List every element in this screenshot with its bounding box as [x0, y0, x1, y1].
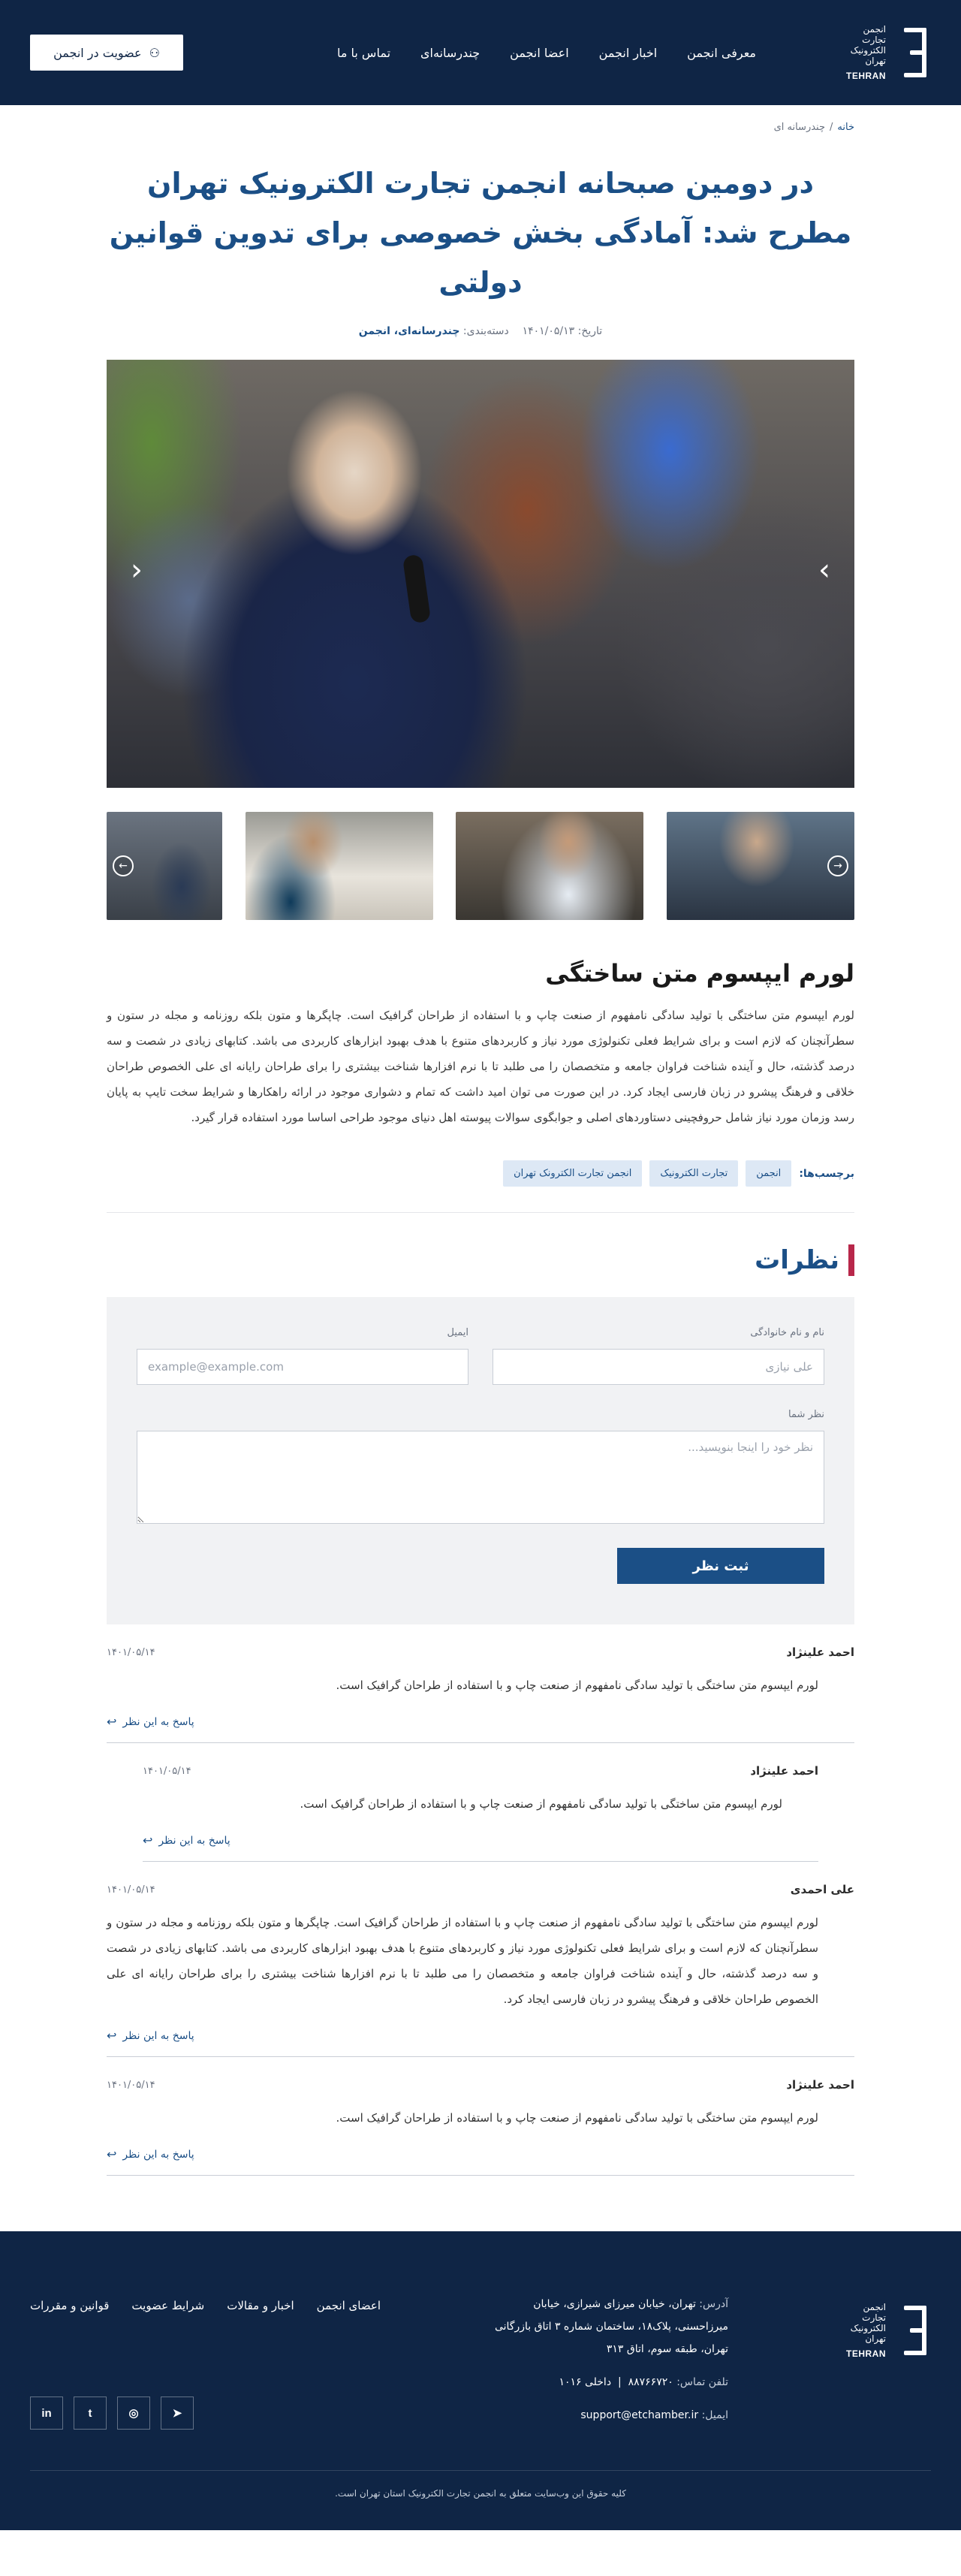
article-date: ۱۴۰۱/۰۵/۱۳ [522, 325, 575, 337]
footer-divider [30, 2470, 931, 2471]
address-label: آدرس: [699, 2298, 728, 2310]
thumbnail-strip [107, 812, 854, 920]
telegram-icon[interactable]: ➤ [161, 2397, 194, 2430]
logo-text [846, 2302, 886, 2359]
main-content [107, 105, 854, 2176]
footer-link-members[interactable]: اعضای انجمن [316, 2299, 381, 2312]
footer-phone: تلفن تماس: ۸۸۷۶۶۷۲۰ | داخلی ۱۰۱۶ [559, 2376, 728, 2388]
thumbnail[interactable] [107, 812, 222, 920]
logo-line-3: الکترونیک [850, 2323, 886, 2333]
comment-item [107, 2057, 854, 2176]
comment-author: احمد علینژاد [750, 1764, 818, 1778]
article-category[interactable]: چندرسانه‌ای، انجمن [358, 325, 460, 337]
category-label: دسته‌بندی: [462, 325, 509, 337]
logo-line-2: تجارت [862, 35, 886, 45]
logo-line-1: انجمن [863, 24, 886, 35]
comment-item [107, 1624, 854, 1743]
comment-author: علی احمدی [790, 1883, 854, 1896]
footer-link-rules[interactable]: قوانین و مقررات [30, 2299, 110, 2312]
breadcrumb-current: چندرسانه ای [773, 122, 826, 133]
logo-line-1: انجمن [863, 2302, 886, 2312]
title-accent-bar [848, 1244, 854, 1276]
logo-mark-icon [896, 25, 931, 80]
reply-link[interactable] [107, 2029, 854, 2043]
thumbnail[interactable] [246, 812, 433, 920]
join-button-label: عضویت در انجمن [53, 45, 142, 60]
tag[interactable]: انجمن [746, 1160, 791, 1187]
email-label: ایمیل: [701, 2409, 728, 2421]
comment-text: لورم ایپسوم متن ساختگی با تولید سادگی نامفهوم از صنعت چاپ و با استفاده از طراحان گرافیک است. چاپگرها و متون بلکه روزنامه و مجله در ستون و سطرآنچنان که لازم است و برای شرایط فعلی تکنولوژی مورد نیاز و کاربردهای متنوع با هدف بهبود ابزارهای کاربردی می باشد. کتابهای زیادی در شصت و سه درصد گذشته، حال و آینده شناخت فراوان جامعه و متخصصان را می طلبد تا با نرم افزارها شناخت بیشتری را برای طراحان رایانه ای علی الخصوص طراحان خلاقی و فرهنگ پیشرو در زبان فارسی ایجاد کرد. [107, 1916, 818, 2006]
tags [107, 1160, 854, 1213]
logo-line-en: TEHRAN [846, 2348, 886, 2359]
instagram-icon[interactable]: ◎ [117, 2397, 150, 2430]
address-text: تهران، خیابان میرزای شیرازی، خیابان میرزاحسنی، پلاک۱۸، ساختمان شماره ۳ اتاق بازرگانی تهران، طبقه سوم، اتاق ۳۱۳ [494, 2298, 728, 2355]
comment-text: لورم ایپسوم متن ساختگی با تولید سادگی نامفهوم از صنعت چاپ و با استفاده از طراحان گرافیک است. [300, 1797, 782, 1811]
logo-text [846, 24, 886, 81]
nav-news[interactable]: اخبار انجمن [598, 45, 658, 60]
name-field-group [493, 1327, 824, 1385]
user-add-icon: ⚇ [149, 45, 160, 60]
reply-link[interactable] [143, 1833, 818, 1848]
social-links [30, 2397, 194, 2430]
comment-date: ۱۴۰۱/۰۵/۱۴ [107, 1884, 155, 1896]
hero-next-arrow-icon[interactable]: › [818, 553, 830, 587]
article-body: لورم ایپسوم متن ساختگی با تولید سادگی نامفهوم از صنعت چاپ و با استفاده از طراحان گرافیک است. چاپگرها و متون بلکه روزنامه و مجله در ستون و سطرآنچنان که لازم است و برای شرایط فعلی تکنولوژی مورد نیاز و کاربردهای متنوع با هدف بهبود ابزارهای کاربردی می باشد. کتابهای زیادی در شصت و سه درصد گذشته، حال و آینده شناخت فراوان جامعه و متخصصان را می طلبد تا با نرم افزارها شناخت بیشتری را برای طراحان رایانه ای علی الخصوص طراحان خلاقی و فرهنگ پیشرو در زبان فارسی ایجاد کرد. در این صورت می توان امید داشت که تمام و دشواری موجود در ارائه راهکارها و شرایط سخت تایپ به پایان رسد وزمان مورد نیاز شامل حروفچینی دستاوردهای اصلی و جوابگوی سوالات پیوسته اهل دنیای موجود طراحی اساسا مورد استفاده قرار گیرد. [107, 1009, 854, 1124]
comments-list [107, 1624, 854, 2176]
hero-prev-arrow-icon[interactable]: ‹ [131, 553, 143, 587]
logo-mark-icon [896, 2303, 931, 2358]
submit-comment-button[interactable]: ثبت نظر [617, 1548, 824, 1584]
breadcrumb-home[interactable]: خانه [837, 122, 854, 133]
footer-address [488, 2293, 728, 2360]
twitter-icon[interactable]: t [74, 2397, 107, 2430]
comment-date: ۱۴۰۱/۰۵/۱۴ [107, 1646, 155, 1658]
tag[interactable]: تجارت الکترونیک [649, 1160, 738, 1187]
tags-label: برچسب‌ها: [799, 1167, 854, 1180]
breadcrumb-separator: / [830, 122, 833, 133]
comment-form [107, 1297, 854, 1624]
footer-contact [488, 2293, 728, 2437]
reply-arrow-icon: ↩ [107, 1715, 117, 1729]
reply-link[interactable] [107, 2147, 854, 2161]
reply-label: پاسخ به این نظر [122, 1715, 194, 1728]
nav-contact[interactable]: تماس با ما [336, 45, 391, 60]
comments-title [107, 1244, 854, 1276]
reply-arrow-icon: ↩ [107, 2029, 117, 2043]
comment-author: احمد علینژاد [786, 2078, 854, 2092]
header-logo[interactable] [846, 24, 931, 81]
breadcrumb [107, 105, 854, 133]
microphone-shape [402, 554, 431, 624]
phone-label: تلفن تماس: [676, 2376, 728, 2388]
email-input[interactable] [137, 1349, 468, 1385]
name-label: نام و نام خانوادگی [750, 1327, 824, 1338]
comment-reply-item [143, 1743, 818, 1862]
article-heading: لورم ایپسوم متن ساختگی [545, 959, 854, 988]
site-footer [0, 2231, 961, 2530]
logo-line-en: TEHRAN [846, 71, 886, 81]
phone-ext: داخلی ۱۰۱۶ [559, 2376, 612, 2388]
nav-members[interactable]: اعضا انجمن [510, 45, 569, 60]
nav-multimedia[interactable]: چندرسانه‌ای [420, 45, 480, 60]
comment-date: ۱۴۰۱/۰۵/۱۴ [107, 2079, 155, 2091]
phone-number[interactable]: ۸۸۷۶۶۷۲۰ [628, 2376, 673, 2388]
comment-textarea[interactable] [137, 1431, 824, 1524]
article-meta [107, 325, 854, 337]
email-address[interactable]: support@etchamber.ir [580, 2409, 699, 2421]
thumbs-next-arrow-icon[interactable]: → [827, 855, 848, 876]
footer-link-membership[interactable]: شرایط عضویت [131, 2299, 205, 2312]
email-label: ایمیل [447, 1327, 468, 1338]
reply-arrow-icon: ↩ [107, 2147, 117, 2161]
site-header [0, 0, 961, 105]
reply-label: پاسخ به این نظر [122, 2029, 194, 2042]
comment-field-group [137, 1409, 824, 1527]
comment-label: نظر شما [788, 1409, 824, 1420]
comment-text: لورم ایپسوم متن ساختگی با تولید سادگی نامفهوم از صنعت چاپ و با استفاده از طراحان گرافیک است. [336, 2111, 818, 2125]
reply-label: پاسخ به این نظر [158, 1834, 230, 1847]
thumbnail[interactable] [456, 812, 643, 920]
logo-line-3: الکترونیک [850, 45, 886, 56]
tag[interactable]: انجمن تجارت الکترونک تهران [503, 1160, 642, 1187]
logo-line-4: تهران [865, 2333, 886, 2344]
email-field-group [137, 1327, 468, 1385]
reply-label: پاسخ به این نظر [122, 2148, 194, 2161]
comments-heading: نظرات [755, 1245, 839, 1275]
hero-image [107, 360, 854, 788]
date-label: تاریخ: [577, 325, 603, 337]
footer-email [488, 2404, 728, 2427]
reply-link[interactable] [107, 1715, 854, 1729]
thumbs-prev-arrow-icon[interactable]: ← [113, 855, 134, 876]
comment-text: لورم ایپسوم متن ساختگی با تولید سادگی نامفهوم از صنعت چاپ و با استفاده از طراحان گرافیک است. [336, 1679, 818, 1692]
comment-author: احمد علینژاد [786, 1645, 854, 1659]
comment-date: ۱۴۰۱/۰۵/۱۴ [143, 1765, 191, 1777]
name-input[interactable] [493, 1349, 824, 1385]
comment-item [107, 1862, 854, 2057]
copyright: کلیه حقوق این وب‌سایت متعلق به انجمن تجارت الکترونیک استان تهران است. [335, 2488, 626, 2499]
thumbnail[interactable] [667, 812, 854, 920]
reply-arrow-icon: ↩ [143, 1833, 153, 1848]
footer-logo[interactable] [751, 2293, 931, 2368]
logo-line-2: تجارت [862, 2312, 886, 2323]
linkedin-icon[interactable]: in [30, 2397, 63, 2430]
main-nav [337, 46, 756, 60]
join-button[interactable] [30, 35, 183, 71]
article-title: در دومین صبحانه انجمن تجارت الکترونیک تهران مطرح شد: آمادگی بخش خصوصی برای تدوین قوانین دولتی [109, 167, 852, 299]
logo-line-4: تهران [865, 56, 886, 66]
footer-link-news[interactable]: اخبار و مقالات [227, 2299, 294, 2312]
nav-about[interactable]: معرفی انجمن [687, 45, 756, 60]
